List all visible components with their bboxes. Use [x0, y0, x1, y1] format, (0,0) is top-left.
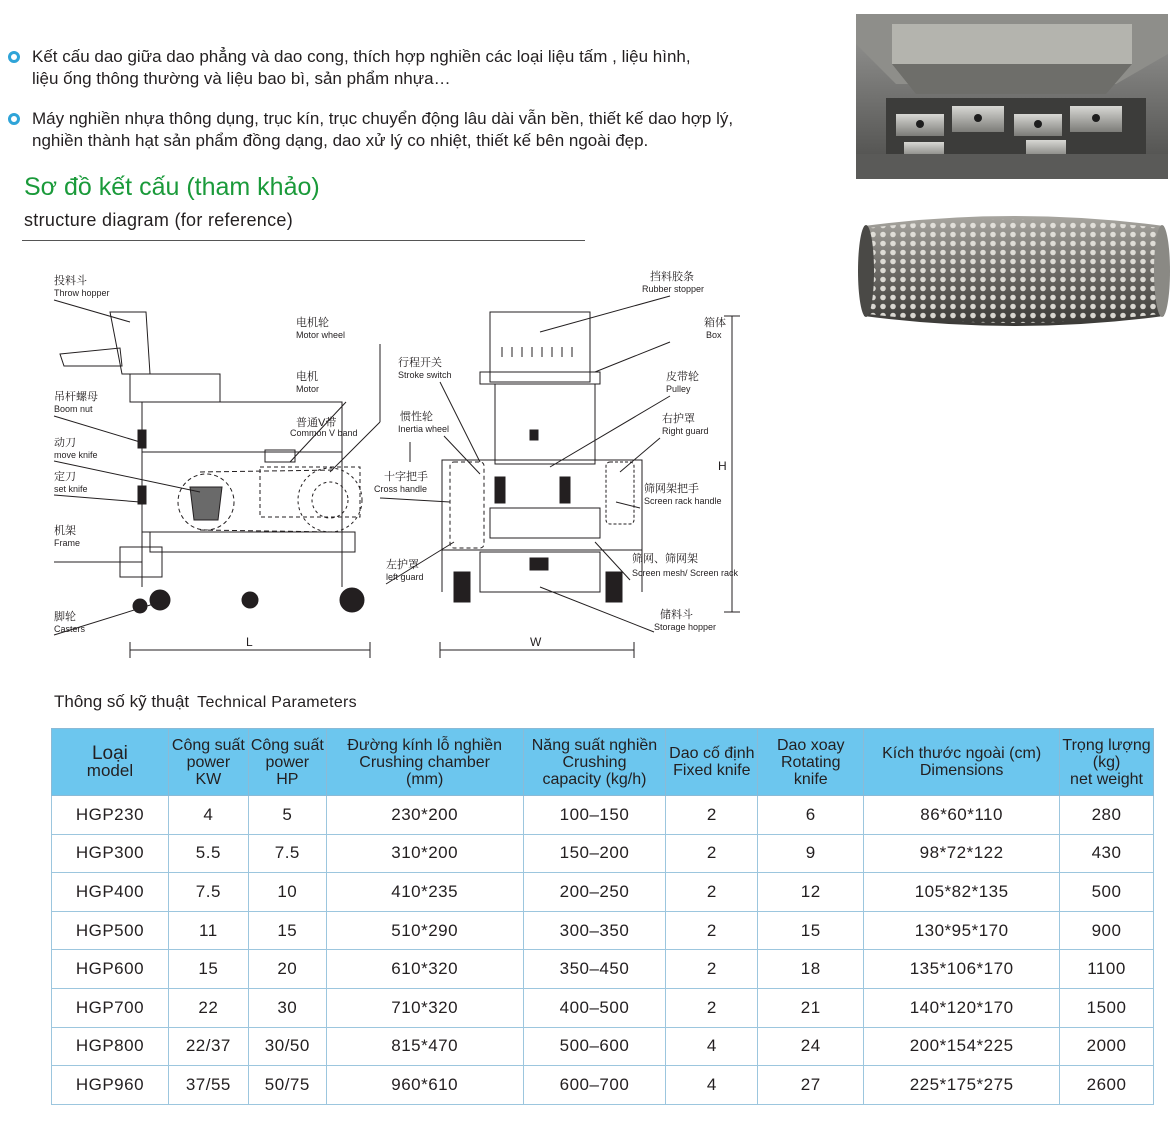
- header-capacity: Năng suất nghiền Crushing capacity (kg/h): [523, 729, 666, 796]
- label-frame-cn: 机架: [54, 525, 76, 537]
- label-move-knife-en: move knife: [54, 450, 98, 460]
- cell-model: HGP400: [52, 873, 169, 912]
- cell-power-kw: 7.5: [168, 873, 248, 912]
- cell-dimensions: 200*154*225: [864, 1027, 1060, 1066]
- cell-model: HGP700: [52, 988, 169, 1027]
- label-left-guard-en: left guard: [386, 572, 424, 582]
- cell-capacity: 300–350: [523, 911, 666, 950]
- section-title: Sơ đồ kết cấu (tham khảo): [24, 173, 320, 201]
- cell-power-hp: 10: [248, 873, 326, 912]
- table-row: [52, 834, 1154, 873]
- cell-capacity: 200–250: [523, 873, 666, 912]
- cell-power-hp: 5: [248, 796, 326, 835]
- bullet-text-2a: Máy nghiền nhựa thông dụng, trục kín, trục chuyển động lâu dài vẫn bền, thiết kế dao hợp lý,: [32, 109, 734, 128]
- label-set-knife-cn: 定刀: [54, 471, 76, 483]
- table-row: [52, 1066, 1154, 1105]
- bullet-circle-icon: [8, 51, 20, 63]
- cell-fixed-knife: 2: [666, 988, 758, 1027]
- cell-power-hp: 30: [248, 988, 326, 1027]
- cell-power-kw: 4: [168, 796, 248, 835]
- cell-chamber: 310*200: [326, 834, 523, 873]
- side-view-machine: [60, 312, 364, 613]
- bullet-text-2b: nghiền thành hạt sản phẩm đồng dạng, dao xử lý co nhiệt, thiết kế bên ngoài đẹp.: [32, 131, 649, 150]
- cell-rotating-knife: 15: [758, 911, 864, 950]
- label-vband-cn: 普通V带: [296, 417, 337, 429]
- cell-power-hp: 30/50: [248, 1027, 326, 1066]
- section-subtitle: structure diagram (for reference): [24, 210, 293, 230]
- label-boom-nut-en: Boom nut: [54, 404, 93, 414]
- bullet-circle-icon: [8, 113, 20, 125]
- cell-model: HGP600: [52, 950, 169, 989]
- cell-power-kw: 22: [168, 988, 248, 1027]
- table-row: [52, 988, 1154, 1027]
- label-right-guard-en: Right guard: [662, 426, 709, 436]
- cell-weight: 2000: [1060, 1027, 1154, 1066]
- label-storage-cn: 储料斗: [660, 609, 693, 621]
- cell-model: HGP960: [52, 1066, 169, 1105]
- screen-mesh-photo: [858, 212, 1170, 330]
- cell-capacity: 600–700: [523, 1066, 666, 1105]
- cell-rotating-knife: 12: [758, 873, 864, 912]
- cell-capacity: 400–500: [523, 988, 666, 1027]
- cell-weight: 500: [1060, 873, 1154, 912]
- cell-weight: 1500: [1060, 988, 1154, 1027]
- label-screen-handle-en: Screen rack handle: [644, 496, 722, 506]
- table-row: [52, 796, 1154, 835]
- dim-w-label: W: [530, 635, 542, 649]
- technical-parameters-table: [51, 728, 1154, 1105]
- header-rotating-knife: Dao xoay Rotating knife: [758, 729, 864, 796]
- cell-weight: 1100: [1060, 950, 1154, 989]
- label-right-guard-cn: 右护罩: [662, 413, 695, 425]
- label-move-knife-cn: 动刀: [54, 437, 76, 449]
- cell-weight: 430: [1060, 834, 1154, 873]
- cell-weight: 280: [1060, 796, 1154, 835]
- header-fixed-knife: Dao cố định Fixed knife: [666, 729, 758, 796]
- label-stroke-switch-cn: 行程开关: [398, 357, 442, 369]
- label-box-en: Box: [706, 330, 722, 340]
- header-crushing-chamber: Đường kính lỗ nghiền Crushing chamber (mm): [326, 729, 523, 796]
- label-box-cn: 箱体: [704, 317, 726, 329]
- cell-fixed-knife: 2: [666, 796, 758, 835]
- table-row: [52, 873, 1154, 912]
- label-casters-cn: 脚轮: [54, 611, 76, 623]
- header-model: Loại model: [52, 729, 169, 796]
- table-row: [52, 950, 1154, 989]
- cell-dimensions: 86*60*110: [864, 796, 1060, 835]
- label-rubber-stopper-cn: 挡料胶条: [650, 271, 694, 283]
- cell-dimensions: 135*106*170: [864, 950, 1060, 989]
- label-rubber-stopper-en: Rubber stopper: [642, 284, 705, 294]
- table-row: [52, 911, 1154, 950]
- label-storage-en: Storage hopper: [654, 622, 717, 632]
- label-cross-handle-cn: 十字把手: [384, 471, 428, 483]
- front-view-machine: [442, 312, 642, 602]
- label-motor-cn: 电机: [296, 371, 318, 383]
- dim-l-label: L: [246, 635, 253, 649]
- cell-rotating-knife: 18: [758, 950, 864, 989]
- cell-model: HGP300: [52, 834, 169, 873]
- cell-capacity: 350–450: [523, 950, 666, 989]
- cell-model: HGP800: [52, 1027, 169, 1066]
- label-motor-wheel-cn: 电机轮: [296, 317, 329, 329]
- cell-capacity: 500–600: [523, 1027, 666, 1066]
- cell-chamber: 815*470: [326, 1027, 523, 1066]
- label-screen-mesh-en: Screen mesh/ Screen rack: [632, 568, 739, 578]
- label-casters-en: Casters: [54, 624, 86, 634]
- cell-weight: 900: [1060, 911, 1154, 950]
- table-row: [52, 1027, 1154, 1066]
- label-stroke-switch-en: Stroke switch: [398, 370, 452, 380]
- cell-fixed-knife: 2: [666, 911, 758, 950]
- cell-chamber: 230*200: [326, 796, 523, 835]
- crusher-chamber-photo: [856, 14, 1168, 179]
- structure-diagram: [50, 262, 760, 662]
- label-inertia-wheel-cn: 惯性轮: [400, 411, 433, 423]
- cell-power-hp: 20: [248, 950, 326, 989]
- header-net-weight: Trọng lượng (kg) net weight: [1060, 729, 1154, 796]
- table-header-row: [52, 729, 1154, 796]
- dim-h-label: H: [718, 459, 727, 473]
- cell-dimensions: 225*175*275: [864, 1066, 1060, 1105]
- cell-rotating-knife: 24: [758, 1027, 864, 1066]
- label-left-guard-cn: 左护罩: [386, 559, 419, 571]
- cell-rotating-knife: 9: [758, 834, 864, 873]
- label-motor-wheel-en: Motor wheel: [296, 330, 346, 340]
- cell-power-kw: 37/55: [168, 1066, 248, 1105]
- header-dimensions: Kích thước ngoài (cm) Dimensions: [864, 729, 1060, 796]
- bullet-text-1b: liệu ống thông thường và liệu bao bì, sản phẩm nhựa…: [32, 69, 451, 88]
- label-inertia-wheel-en: Inertia wheel: [398, 424, 450, 434]
- label-throw-hopper-cn: 投料斗: [54, 275, 87, 287]
- cell-power-kw: 5.5: [168, 834, 248, 873]
- table-title-vi: Thông số kỹ thuật: [54, 692, 190, 711]
- cell-rotating-knife: 27: [758, 1066, 864, 1105]
- table-title: [54, 692, 357, 712]
- cell-power-hp: 15: [248, 911, 326, 950]
- cell-rotating-knife: 6: [758, 796, 864, 835]
- label-frame-en: Frame: [54, 538, 81, 548]
- cell-fixed-knife: 2: [666, 873, 758, 912]
- header-power-hp: Công suất power HP: [248, 729, 326, 796]
- cell-fixed-knife: 4: [666, 1066, 758, 1105]
- label-boom-nut-cn: 吊杆螺母: [54, 391, 98, 403]
- cell-chamber: 710*320: [326, 988, 523, 1027]
- cell-fixed-knife: 2: [666, 950, 758, 989]
- label-vband-en: Common V band: [290, 428, 358, 438]
- cell-capacity: 150–200: [523, 834, 666, 873]
- cell-weight: 2600: [1060, 1066, 1154, 1105]
- cell-chamber: 960*610: [326, 1066, 523, 1105]
- label-screen-handle-cn: 筛网架把手: [644, 483, 699, 495]
- header-power-kw: Công suất power KW: [168, 729, 248, 796]
- cell-chamber: 510*290: [326, 911, 523, 950]
- cell-power-hp: 50/75: [248, 1066, 326, 1105]
- cell-power-kw: 15: [168, 950, 248, 989]
- cell-rotating-knife: 21: [758, 988, 864, 1027]
- cell-fixed-knife: 2: [666, 834, 758, 873]
- table-title-en: Technical Parameters: [197, 694, 357, 711]
- label-motor-en: Motor: [296, 384, 320, 394]
- cell-chamber: 610*320: [326, 950, 523, 989]
- cell-power-kw: 11: [168, 911, 248, 950]
- bullet-item-1: [6, 46, 826, 90]
- label-cross-handle-en: Cross handle: [374, 484, 428, 494]
- label-pulley-cn: 皮带轮: [666, 371, 699, 383]
- intro-bullets: [6, 46, 826, 170]
- cell-capacity: 100–150: [523, 796, 666, 835]
- bullet-item-2: [6, 108, 826, 152]
- bullet-text-1a: Kết cấu dao giữa dao phẳng và dao cong, thích hợp nghiền các loại liệu tấm , liệu hình,: [32, 47, 691, 66]
- cell-dimensions: 140*120*170: [864, 988, 1060, 1027]
- label-pulley-en: Pulley: [666, 384, 691, 394]
- cell-dimensions: 105*82*135: [864, 873, 1060, 912]
- section-divider: [22, 240, 585, 241]
- label-set-knife-en: set knife: [54, 484, 88, 494]
- cell-dimensions: 98*72*122: [864, 834, 1060, 873]
- label-throw-hopper-en: Throw hopper: [54, 288, 110, 298]
- cell-model: HGP500: [52, 911, 169, 950]
- cell-fixed-knife: 4: [666, 1027, 758, 1066]
- label-screen-mesh-cn: 筛网、筛网架: [632, 553, 698, 565]
- cell-power-hp: 7.5: [248, 834, 326, 873]
- cell-model: HGP230: [52, 796, 169, 835]
- cell-chamber: 410*235: [326, 873, 523, 912]
- cell-dimensions: 130*95*170: [864, 911, 1060, 950]
- cell-power-kw: 22/37: [168, 1027, 248, 1066]
